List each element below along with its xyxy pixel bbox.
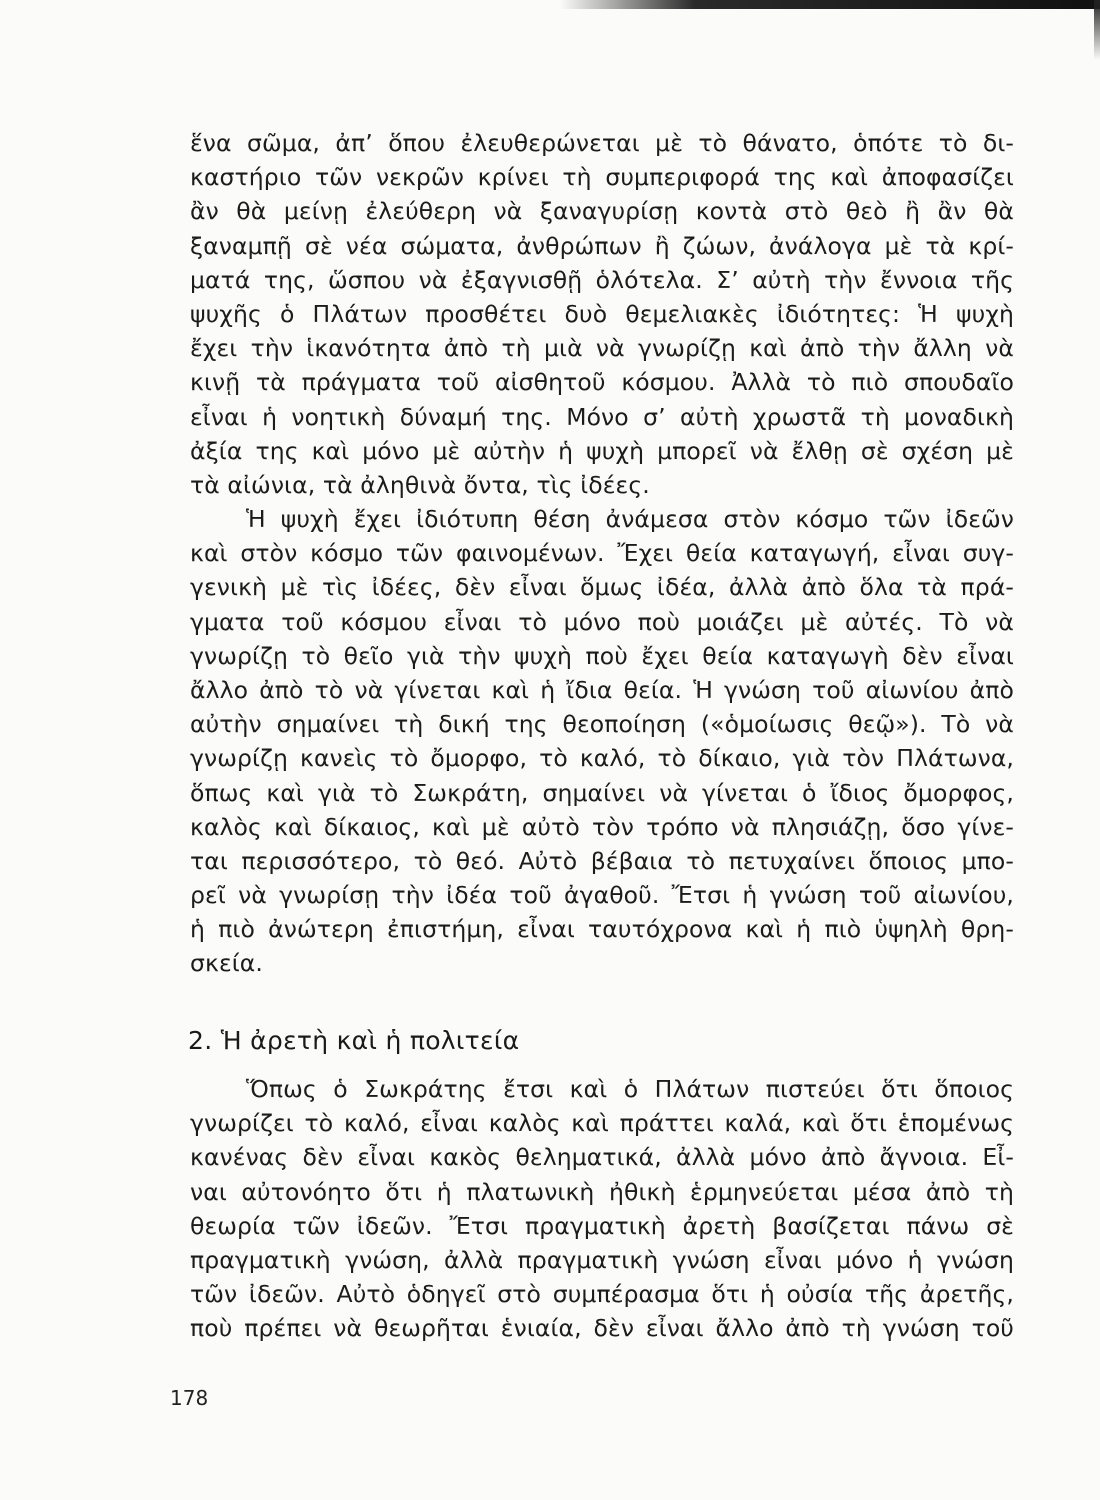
text-line: τῶν ἰδεῶν. Αὐτὸ ὁδηγεῖ στὸ συμπέρασμα ὅτι ἡ οὐσία τῆς ἀρετῆς,: [190, 1280, 1014, 1309]
text-line: Ἡ ψυχὴ ἔχει ἰδιότυπη θέση ἀνάμεσα στὸν κόσμο τῶν ἰδεῶν: [246, 505, 1014, 533]
text-line: ἡ πιὸ ἀνώτερη ἐπιστήμη, εἶναι ταυτόχρονα καὶ ἡ πιὸ ὑψηλὴ θρη-: [190, 915, 1014, 944]
text-line: καστήριο τῶν νεκρῶν κρίνει τὴ συμπεριφορά της καὶ ἀποφασίζει: [190, 163, 1014, 192]
text-line: γνωρίζῃ τὸ θεῖο γιὰ τὴν ψυχὴ ποὺ ἔχει θεία καταγωγὴ δὲν εἶναι: [190, 641, 1014, 670]
text-line: ται περισσότερο, τὸ θεό. Αὐτὸ βέβαια τὸ πετυχαίνει ὅποιος μπο-: [190, 846, 1014, 875]
text-line: ἔχει τὴν ἱκανότητα ἀπὸ τὴ μιὰ νὰ γνωρίζῃ καὶ ἀπὸ τὴν ἄλλη νὰ: [190, 334, 1014, 363]
paragraph-virtue: [190, 1072, 1014, 1346]
text-line: σκεία.: [190, 949, 263, 978]
text-line: γνωρίζει τὸ καλό, εἶναι καλὸς καὶ πράττει καλά, καὶ ὅτι ἑπομένως: [190, 1109, 1014, 1138]
text-line: κινῇ τὰ πράγματα τοῦ αἰσθητοῦ κόσμου. Ἀλλὰ τὸ πιὸ σπουδαῖο: [190, 368, 1014, 397]
text-line: ἀξία της καὶ μόνο μὲ αὐτὴν ἡ ψυχὴ μπορεῖ νὰ ἔλθῃ σὲ σχέση μὲ: [190, 436, 1014, 465]
section-heading: 2. Ἡ ἀρετὴ καὶ ἡ πολιτεία: [188, 1026, 520, 1055]
text-line: τὰ αἰώνια, τὰ ἀληθινὰ ὄντα, τὶς ἰδέες.: [190, 470, 650, 499]
text-line: αὐτὴν σημαίνει τὴ δική της θεοποίηση («ὁμοίωσις θεῷ»). Τὸ νὰ: [190, 710, 1014, 739]
text-line: γνωρίζῃ κανεὶς τὸ ὄμορφο, τὸ καλό, τὸ δίκαιο, γιὰ τὸν Πλάτωνα,: [190, 744, 1014, 773]
text-line: ξαναμπῇ σὲ νέα σώματα, ἀνθρώπων ἢ ζώων, ἀνάλογα μὲ τὰ κρί-: [190, 231, 1014, 260]
text-line: γματα τοῦ κόσμου εἶναι τὸ μόνο ποὺ μοιάζει μὲ αὐτές. Τὸ νὰ: [190, 607, 1014, 636]
text-line: ἕνα σῶμα, ἀπ’ ὅπου ἐλευθερώνεται μὲ τὸ θάνατο, ὁπότε τὸ δι-: [190, 129, 1014, 157]
text-line: ἂν θὰ μείνῃ ἐλεύθερη νὰ ξαναγυρίσῃ κοντὰ στὸ θεὸ ἢ ἂν θὰ: [190, 197, 1014, 226]
text-line: θεωρία τῶν ἰδεῶν. Ἔτσι πραγματικὴ ἀρετὴ βασίζεται πάνω σὲ: [190, 1211, 1014, 1240]
text-line: Ὅπως ὁ Σωκράτης ἔτσι καὶ ὁ Πλάτων πιστεύει ὅτι ὅποιος: [246, 1075, 1014, 1103]
text-line: ναι αὐτονόητο ὅτι ἡ πλατωνικὴ ἠθικὴ ἑρμηνεύεται μέσα ἀπὸ τὴ: [190, 1177, 1014, 1206]
text-line: ἄλλο ἀπὸ τὸ νὰ γίνεται καὶ ἡ ἴδια θεία. Ἡ γνώση τοῦ αἰωνίου ἀπὸ: [190, 675, 1014, 704]
text-line: ὅπως καὶ γιὰ τὸ Σωκράτη, σημαίνει νὰ γίνεται ὁ ἴδιος ὄμορφος,: [190, 778, 1014, 807]
scan-shadow-right: [1094, 0, 1100, 60]
text-line: ρεῖ νὰ γνωρίσῃ τὴν ἰδέα τοῦ ἀγαθοῦ. Ἔτσι ἡ γνώση τοῦ αἰωνίου,: [190, 881, 1014, 910]
text-line: κανένας δὲν εἶναι κακὸς θεληματικά, ἀλλὰ μόνο ἀπὸ ἄγνοια. Εἶ-: [190, 1143, 1014, 1172]
text-line: ματά της, ὥσπου νὰ ἐξαγνισθῇ ὁλότελα. Σ’ αὐτὴ τὴν ἔννοια τῆς: [190, 265, 1014, 294]
text-line: καὶ στὸν κόσμο τῶν φαινομένων. Ἔχει θεία καταγωγή, εἶναι συγ-: [190, 539, 1014, 568]
paragraph-soul-body: [190, 126, 1014, 502]
scan-shadow: [560, 0, 1100, 9]
page-number: 178: [170, 1386, 209, 1410]
text-line: ψυχῆς ὁ Πλάτων προσθέτει δυὸ θεμελιακὲς ἰδιότητες: Ἡ ψυχὴ: [190, 299, 1014, 328]
text-line: καλὸς καὶ δίκαιος, καὶ μὲ αὐτὸ τὸν τρόπο νὰ πλησιάζῃ, ὅσο γίνε-: [190, 812, 1014, 841]
text-line: ποὺ πρέπει νὰ θεωρῆται ἑνιαία, δὲν εἶναι ἄλλο ἀπὸ τὴ γνώση τοῦ: [190, 1314, 1014, 1343]
paragraph-soul-position: [190, 502, 1014, 981]
text-line: εἶναι ἡ νοητικὴ δύναμή της. Μόνο σ’ αὐτὴ χρωστᾶ τὴ μοναδικὴ: [190, 402, 1014, 431]
text-line: γενικὴ μὲ τὶς ἰδέες, δὲν εἶναι ὅμως ἰδέα, ἀλλὰ ἀπὸ ὅλα τὰ πρά-: [190, 573, 1014, 602]
text-line: πραγματικὴ γνώση, ἀλλὰ πραγματικὴ γνώση εἶναι μόνο ἡ γνώση: [190, 1245, 1014, 1274]
